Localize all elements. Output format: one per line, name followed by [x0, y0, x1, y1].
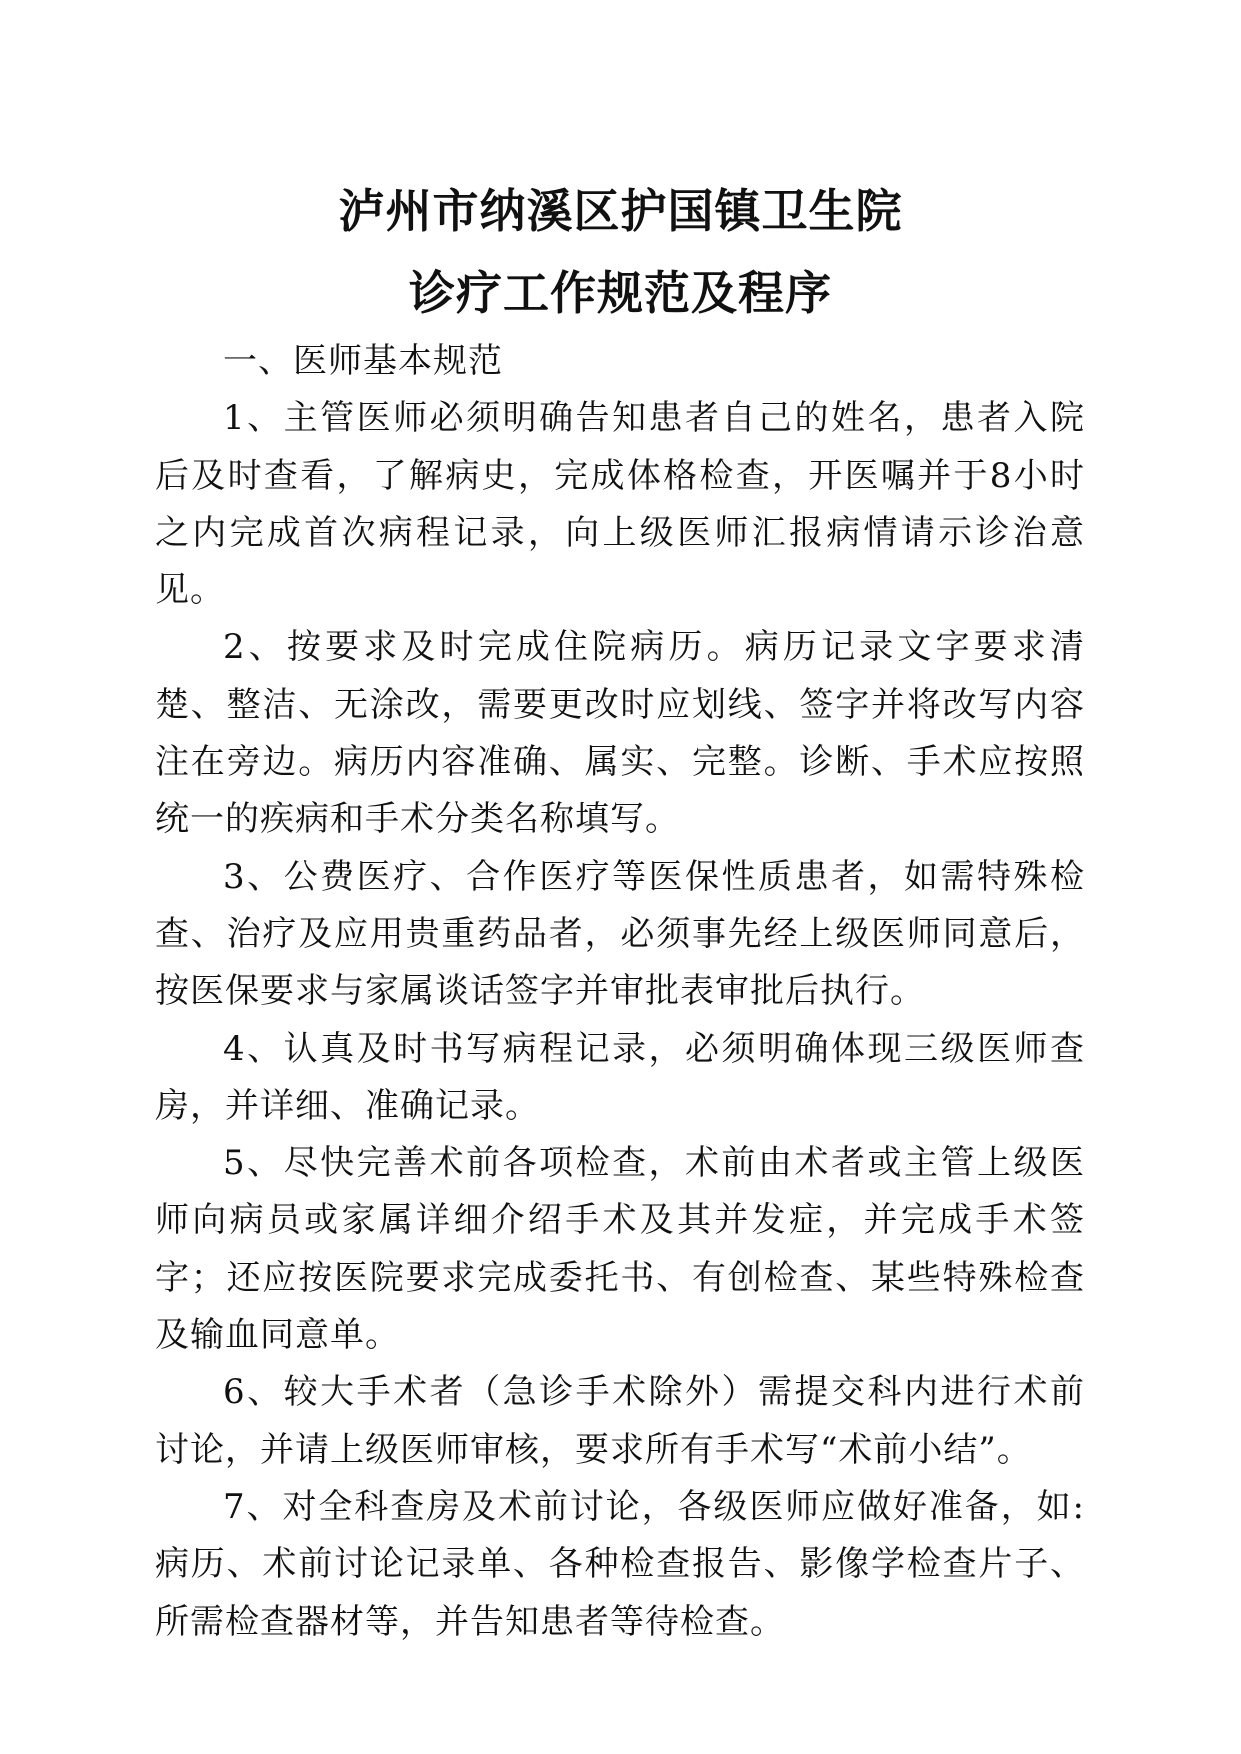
paragraph-4: 4、认真及时书写病程记录，必须明确体现三级医师查房，并详细、准确记录。 — [155, 1028, 1085, 1126]
document-title-line2: 诊疗工作规范及程序 — [409, 266, 832, 320]
document-body — [155, 333, 1085, 1651]
paragraph-2: 2、按要求及时完成住院病历。病历记录文字要求清楚、整洁、无涂改，需要更改时应划线、签字并将改写内容注在旁边。病历内容准确、属实、完整。诊断、手术应按照统一的疾病和手术分类名称填写。 — [155, 627, 1085, 840]
paragraph-5: 5、尽快完善术前各项检查，术前由术者或主管上级医师向病员或家属详细介绍手术及其并发症，并完成手术签字；还应按医院要求完成委托书、有创检查、某些特殊检查及输血同意单。 — [155, 1143, 1085, 1356]
section-heading: 一、医师基本规范 — [223, 341, 503, 381]
paragraph-1: 1、主管医师必须明确告知患者自己的姓名，患者入院后及时查看，了解病史，完成体格检查，开医嘱并于8小时之内完成首次病程记录，向上级医师汇报病情请示诊治意见。 — [155, 398, 1085, 611]
paragraph-7: 7、对全科查房及术前讨论，各级医师应做好准备，如:病历、术前讨论记录单、各种检查报告、影像学检查片子、所需检查器材等，并告知患者等待检查。 — [155, 1486, 1085, 1642]
paragraph-3: 3、公费医疗、合作医疗等医保性质患者，如需特殊检查、治疗及应用贵重药品者，必须事先经上级医师同意后，按医保要求与家属谈话签字并审批表审批后执行。 — [155, 856, 1085, 1012]
document-title-line1: 泸州市纳溪区护国镇卫生院 — [338, 184, 903, 238]
paragraph-6: 6、较大手术者（急诊手术除外）需提交科内进行术前讨论，并请上级医师审核，要求所有手术写“术前小结”。 — [155, 1372, 1085, 1470]
